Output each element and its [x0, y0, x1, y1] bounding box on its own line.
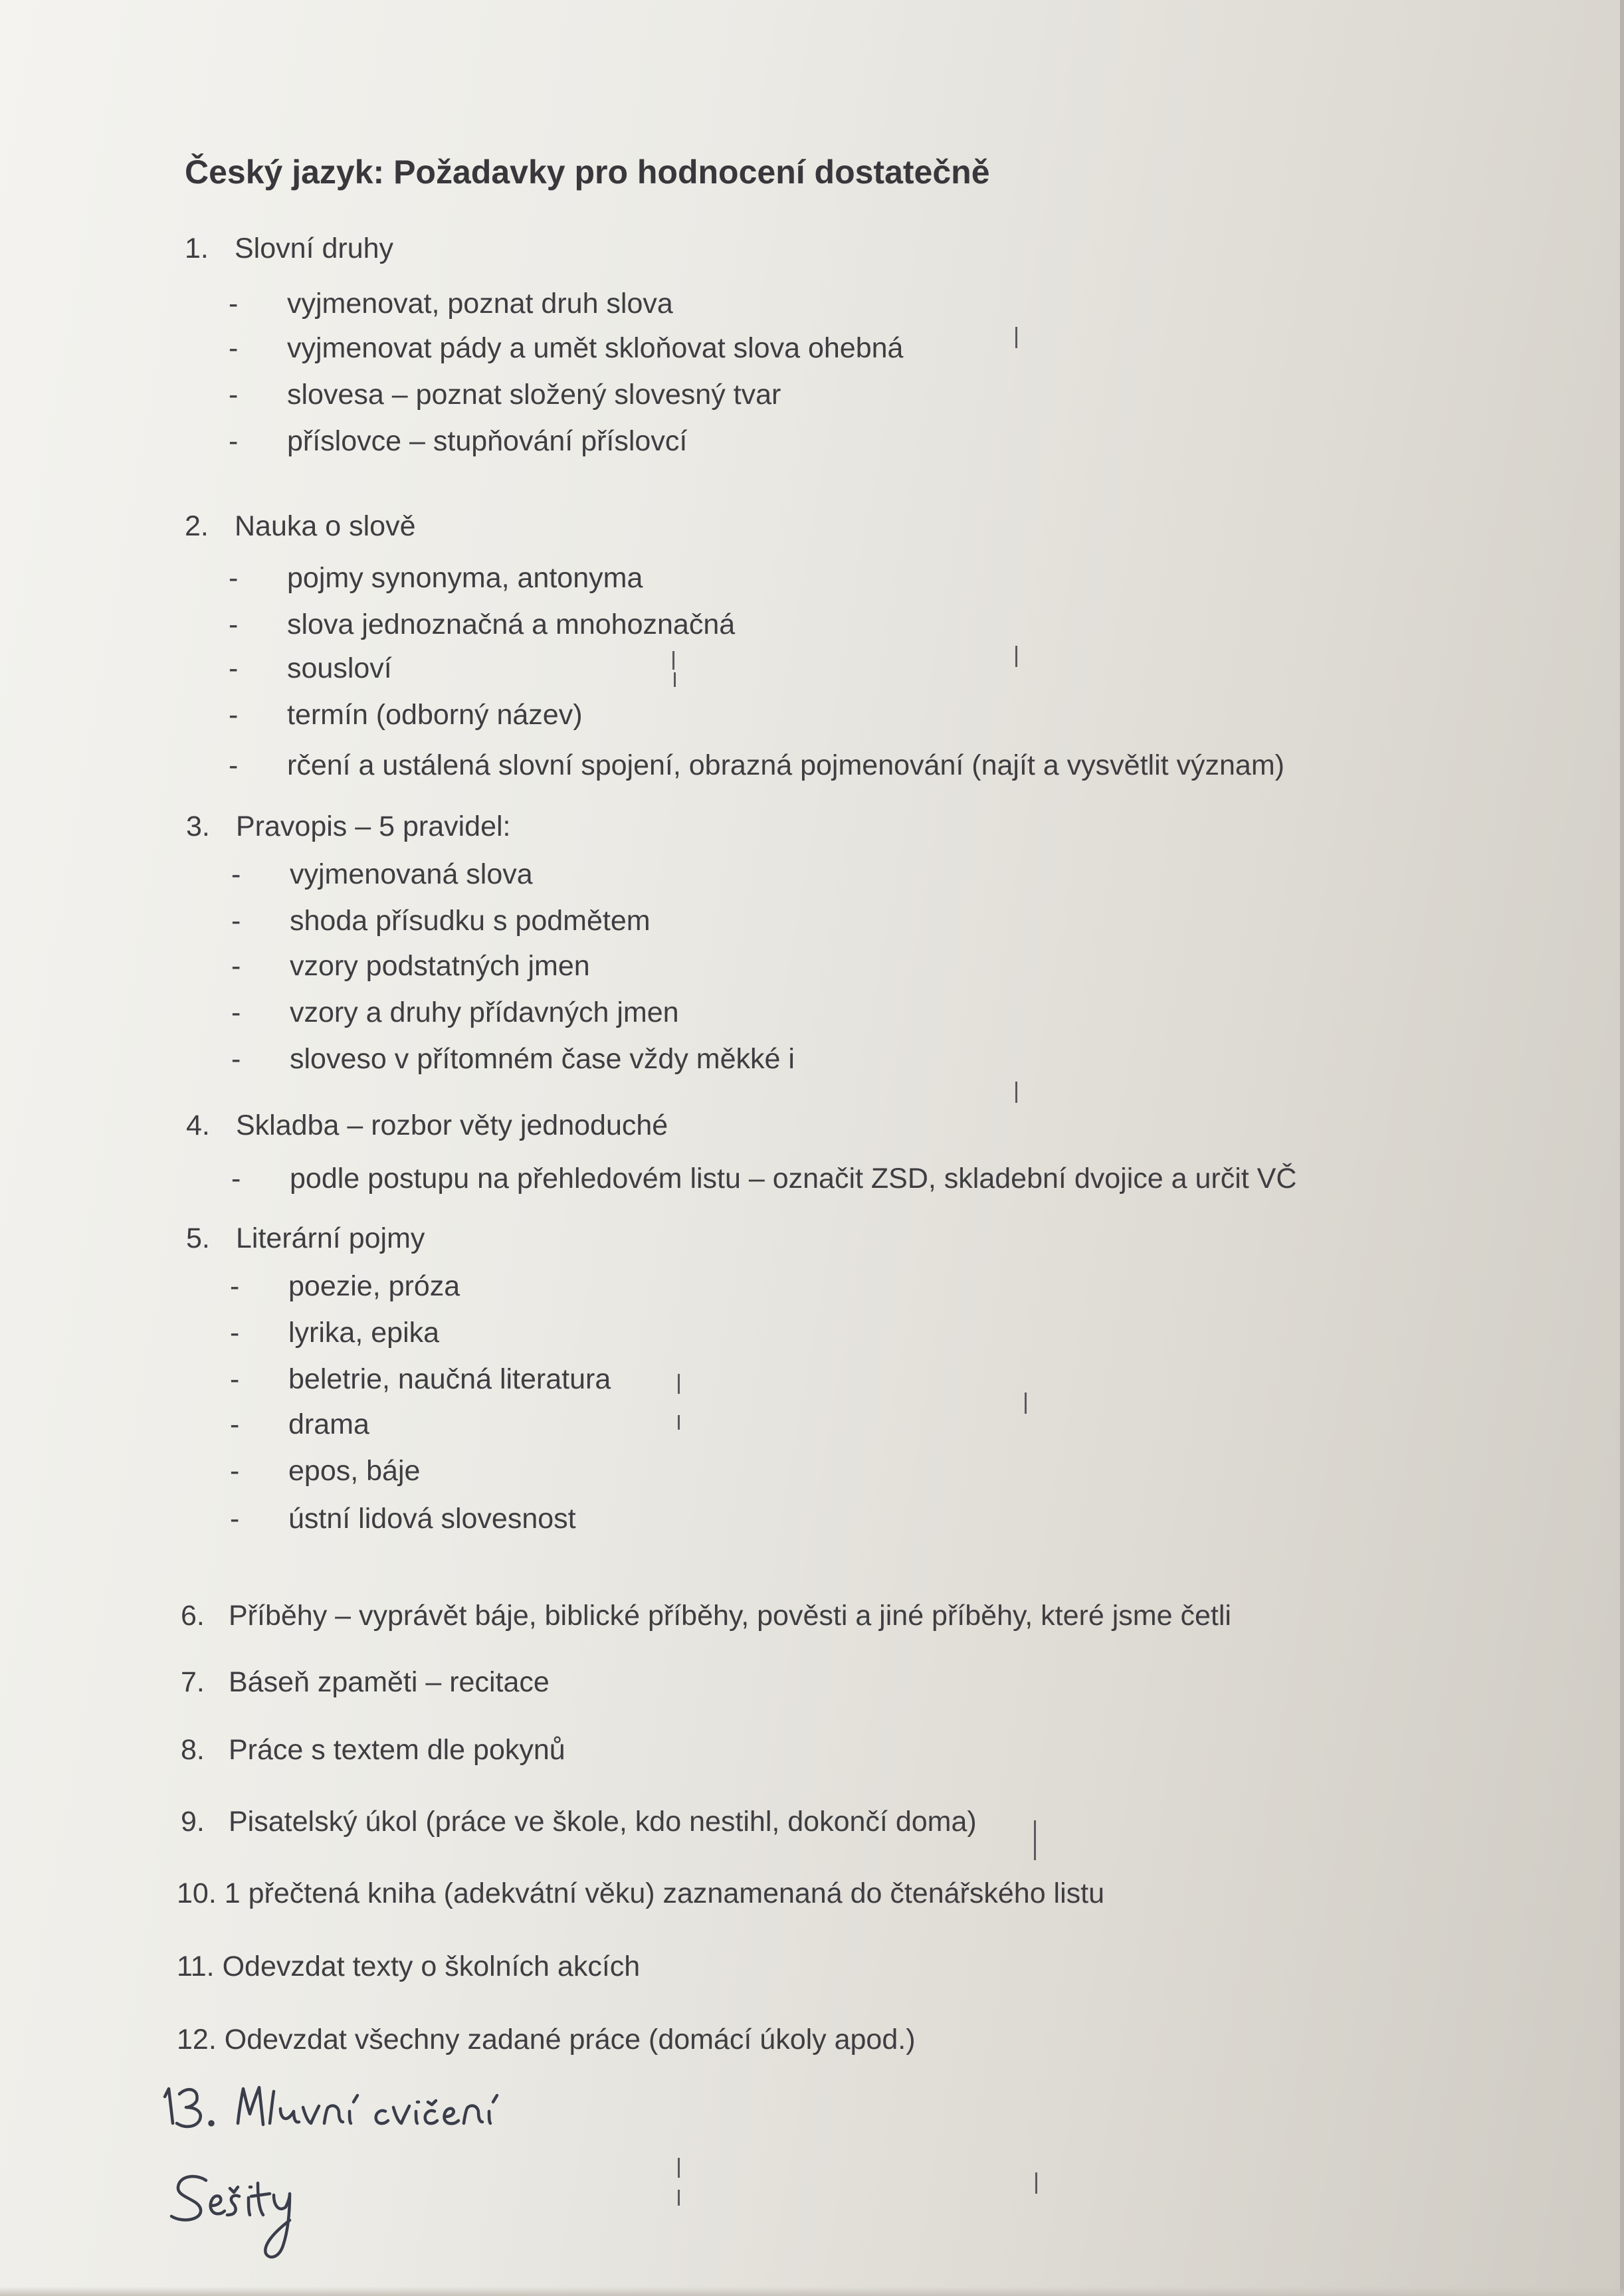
- printer-mark: [1025, 1392, 1027, 1414]
- bullet-dash: -: [229, 288, 239, 320]
- printer-mark: [672, 651, 674, 670]
- bullet-dash: -: [230, 1270, 240, 1302]
- list-item: - drama: [230, 1408, 369, 1440]
- printer-mark: [1034, 1820, 1036, 1860]
- printer-mark: [674, 672, 676, 687]
- numbered-item: [181, 1806, 977, 1838]
- item-number: 6.: [181, 1600, 205, 1632]
- section-number: 1.: [185, 233, 209, 264]
- bullet-dash: -: [230, 1455, 240, 1487]
- list-item: - epos, báje: [230, 1455, 421, 1487]
- printer-mark: [1015, 327, 1017, 348]
- list-item: - termín (odborný název): [229, 699, 583, 731]
- section-heading: [186, 811, 511, 843]
- numbered-item: [181, 1666, 550, 1699]
- list-item: - vzory a druhy přídavných jmen: [231, 997, 679, 1028]
- printer-mark: [678, 2190, 680, 2206]
- bullet-dash: -: [231, 950, 241, 982]
- item-number: 11.: [177, 1951, 215, 1982]
- bullet-dash: -: [230, 1317, 240, 1349]
- bullet-dash: -: [229, 332, 239, 364]
- item-text: Odevzdat všechny zadané práce (domácí úkoly apod.): [224, 2024, 916, 2056]
- printer-mark: [1035, 2172, 1037, 2194]
- paper-edge: [1620, 0, 1624, 2296]
- list-item: - vzory podstatných jmen: [231, 950, 590, 982]
- list-item: - rčení a ustálená slovní spojení, obrazná pojmenování (najít a vysvětlit význam): [229, 749, 1284, 781]
- section-number: 3.: [186, 811, 210, 842]
- handwritten-note-icon: [153, 2079, 538, 2279]
- list-item: - ústní lidová slovesnost: [230, 1503, 576, 1535]
- list-item: - slova jednoznačná a mnohoznačná: [229, 609, 736, 640]
- list-item: - beletrie, naučná literatura: [230, 1363, 611, 1395]
- section-heading: [185, 510, 416, 543]
- section-heading-text: Skladba – rozbor věty jednoduché: [236, 1109, 668, 1141]
- list-item: - příslovce – stupňování příslovcí: [229, 425, 688, 457]
- paper-shadow: [0, 2287, 1624, 2296]
- item-text: 1 přečtená kniha (adekvátní věku) zaznamenaná do čtenářského listu: [224, 1877, 1105, 1909]
- bullet-dash: -: [229, 699, 239, 731]
- section-heading: [185, 233, 393, 265]
- item-text: Příběhy – vyprávět báje, biblické příběhy, pověsti a jiné příběhy, které jsme četli: [229, 1600, 1231, 1632]
- bullet-dash: -: [229, 652, 239, 684]
- bullet-dash: -: [231, 997, 241, 1028]
- list-item: - pojmy synonyma, antonyma: [229, 562, 643, 594]
- bullet-dash: -: [231, 1163, 241, 1195]
- list-item: - vyjmenovat, poznat druh slova: [229, 288, 673, 320]
- bullet-dash: -: [230, 1408, 240, 1440]
- list-item: - sloveso v přítomném čase vždy měkké i: [231, 1043, 795, 1075]
- list-item: - slovesa – poznat složený slovesný tvar: [229, 379, 781, 411]
- bullet-dash: -: [229, 609, 239, 640]
- printer-mark: [678, 1374, 680, 1394]
- section-heading-text: Slovní druhy: [235, 233, 394, 264]
- numbered-item: [177, 1951, 640, 1983]
- printer-mark: [1015, 1082, 1017, 1103]
- bullet-dash: -: [229, 562, 239, 594]
- section-heading: [186, 1109, 668, 1142]
- list-item: - sousloví: [229, 652, 392, 684]
- item-text: Pisatelský úkol (práce ve škole, kdo nestihl, dokončí doma): [229, 1806, 977, 1838]
- numbered-item: [181, 1600, 1231, 1632]
- section-heading-text: Literární pojmy: [236, 1222, 425, 1254]
- list-item: - vyjmenovat pády a umět skloňovat slova ohebná: [229, 332, 904, 364]
- section-number: 2.: [185, 510, 209, 542]
- bullet-dash: -: [231, 905, 241, 937]
- item-number: 12.: [177, 2024, 217, 2056]
- numbered-item: [181, 1734, 565, 1767]
- numbered-item: [177, 2024, 916, 2056]
- item-number: 9.: [181, 1806, 205, 1838]
- section-heading-text: Pravopis – 5 pravidel:: [236, 811, 511, 842]
- item-text: Báseň zpaměti – recitace: [229, 1666, 550, 1698]
- printer-mark: [678, 2158, 680, 2178]
- printer-mark: [1015, 646, 1017, 667]
- bullet-dash: -: [229, 379, 239, 411]
- list-item: - vyjmenovaná slova: [231, 858, 533, 890]
- section-heading-text: Nauka o slově: [235, 510, 416, 542]
- item-number: 8.: [181, 1734, 205, 1766]
- section-number: 4.: [186, 1109, 210, 1141]
- numbered-item: [177, 1877, 1104, 1910]
- section-heading: [186, 1222, 425, 1255]
- item-text: Odevzdat texty o školních akcích: [222, 1951, 641, 1982]
- item-number: 7.: [181, 1666, 205, 1698]
- list-item: - poezie, próza: [230, 1270, 460, 1302]
- bullet-dash: -: [231, 1043, 241, 1075]
- bullet-dash: -: [229, 425, 239, 457]
- list-item: - podle postupu na přehledovém listu – označit ZSD, skladební dvojice a určit VČ: [231, 1163, 1297, 1195]
- list-item: - lyrika, epika: [230, 1317, 440, 1349]
- item-number: 10.: [177, 1877, 217, 1909]
- item-text: Práce s textem dle pokynů: [229, 1734, 565, 1766]
- bullet-dash: -: [231, 858, 241, 890]
- section-number: 5.: [186, 1222, 210, 1254]
- bullet-dash: -: [230, 1363, 240, 1395]
- bullet-dash: -: [230, 1503, 240, 1535]
- document-title: Český jazyk: Požadavky pro hodnocení dostatečně: [185, 153, 990, 191]
- list-item: - shoda přísudku s podmětem: [231, 905, 651, 937]
- printer-mark: [678, 1415, 680, 1430]
- bullet-dash: -: [229, 749, 239, 781]
